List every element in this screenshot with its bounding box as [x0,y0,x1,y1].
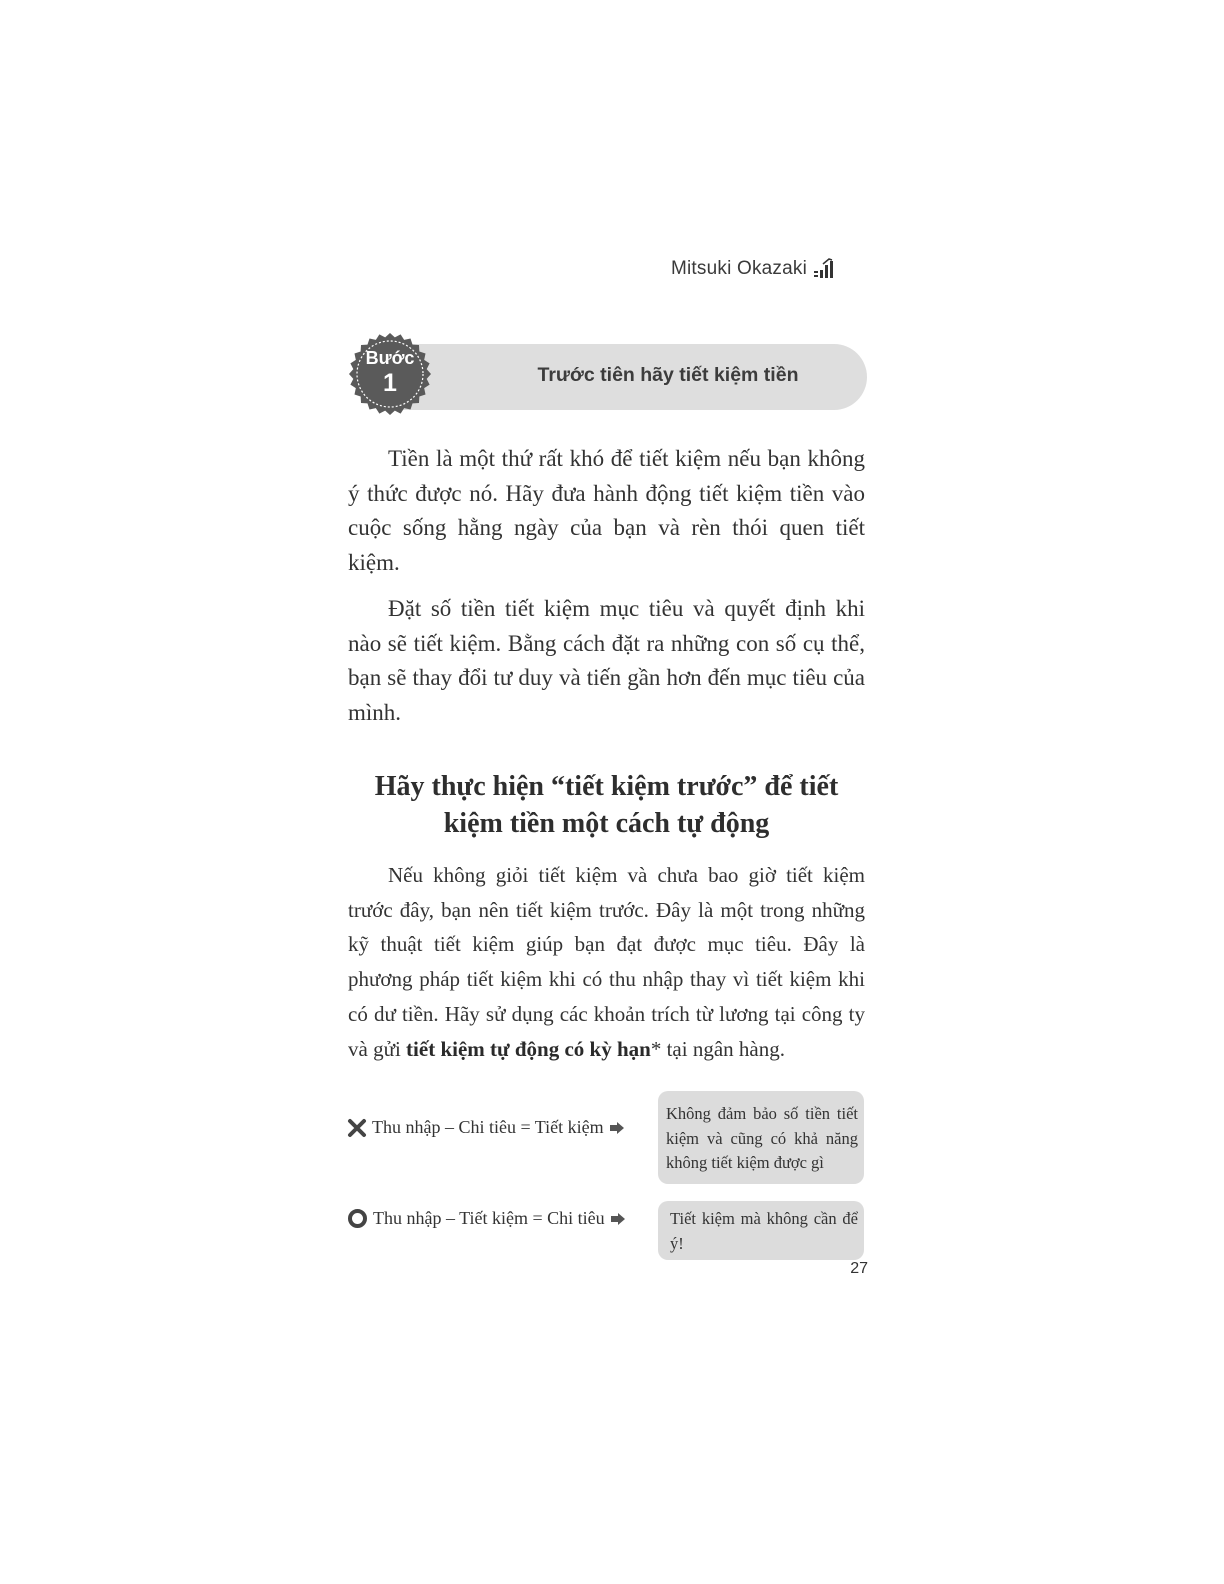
bar-chart-icon [813,258,835,280]
formula-right [347,1208,626,1229]
paragraph-3 [348,858,865,1066]
paragraph-1 [348,442,865,581]
circle-icon [347,1208,368,1229]
paragraph-2 [348,592,865,731]
cross-icon [347,1118,367,1138]
paragraph-2-text: Đặt số tiền tiết kiệm mục tiêu và quyết định khi nào sẽ tiết kiệm. Bằng cách đặt ra những con số cụ thể, bạn sẽ thay đổi tư duy và tiến gần hơn đến mục tiêu của mình. [348,596,865,726]
step-title: Trước tiên hãy tiết kiệm tiền [537,364,799,386]
paragraph-3-tail: * tại ngân hàng. [650,1036,785,1061]
paragraph-3-text: Nếu không giỏi tiết kiệm và chưa bao giờ tiết kiệm trước đây, bạn nên tiết kiệm trước. Đây là một trong những kỹ thuật tiết kiệm giúp bạn đạt được mục tiêu. Đây là phương pháp tiết kiệm khi có thu nhập thay vì tiết kiệm khi có dư tiền. Hãy sử dụng các khoản trích từ lương tại công ty và gửi [348,863,865,1061]
paragraph-1-text: Tiền là một thứ rất khó để tiết kiệm nếu bạn không ý thức được nó. Hãy đưa hành động tiết kiệm tiền vào cuộc sống hằng ngày của bạn và rèn thói quen tiết kiệm. [348,446,865,576]
result-bubble-right: Tiết kiệm mà không cần để ý! [658,1201,864,1260]
author-name: Mitsuki Okazaki [670,258,807,279]
section-heading: Hãy thực hiện “tiết kiệm trước” để tiết kiệm tiền một cách tự động [374,771,839,839]
page-number: 27 [850,1260,868,1277]
formula-wrong [347,1117,625,1138]
arrow-right-icon [609,1121,625,1135]
arrow-right-icon [610,1212,626,1226]
step-banner [349,344,867,410]
badge-number: 1 [383,369,397,397]
paragraph-3-bold: tiết kiệm tự động có kỳ hạn [406,1036,651,1061]
running-header [671,258,835,280]
step-badge [347,331,433,417]
formula-wrong-text: Thu nhập – Chi tiêu = Tiết kiệm [372,1117,604,1137]
badge-word: Bước [365,348,415,368]
result-bubble-wrong: Không đảm bảo số tiền tiết kiệm và cũng có khả năng không tiết kiệm được gì [658,1091,864,1184]
formula-right-text: Thu nhập – Tiết kiệm = Chi tiêu [373,1208,605,1228]
